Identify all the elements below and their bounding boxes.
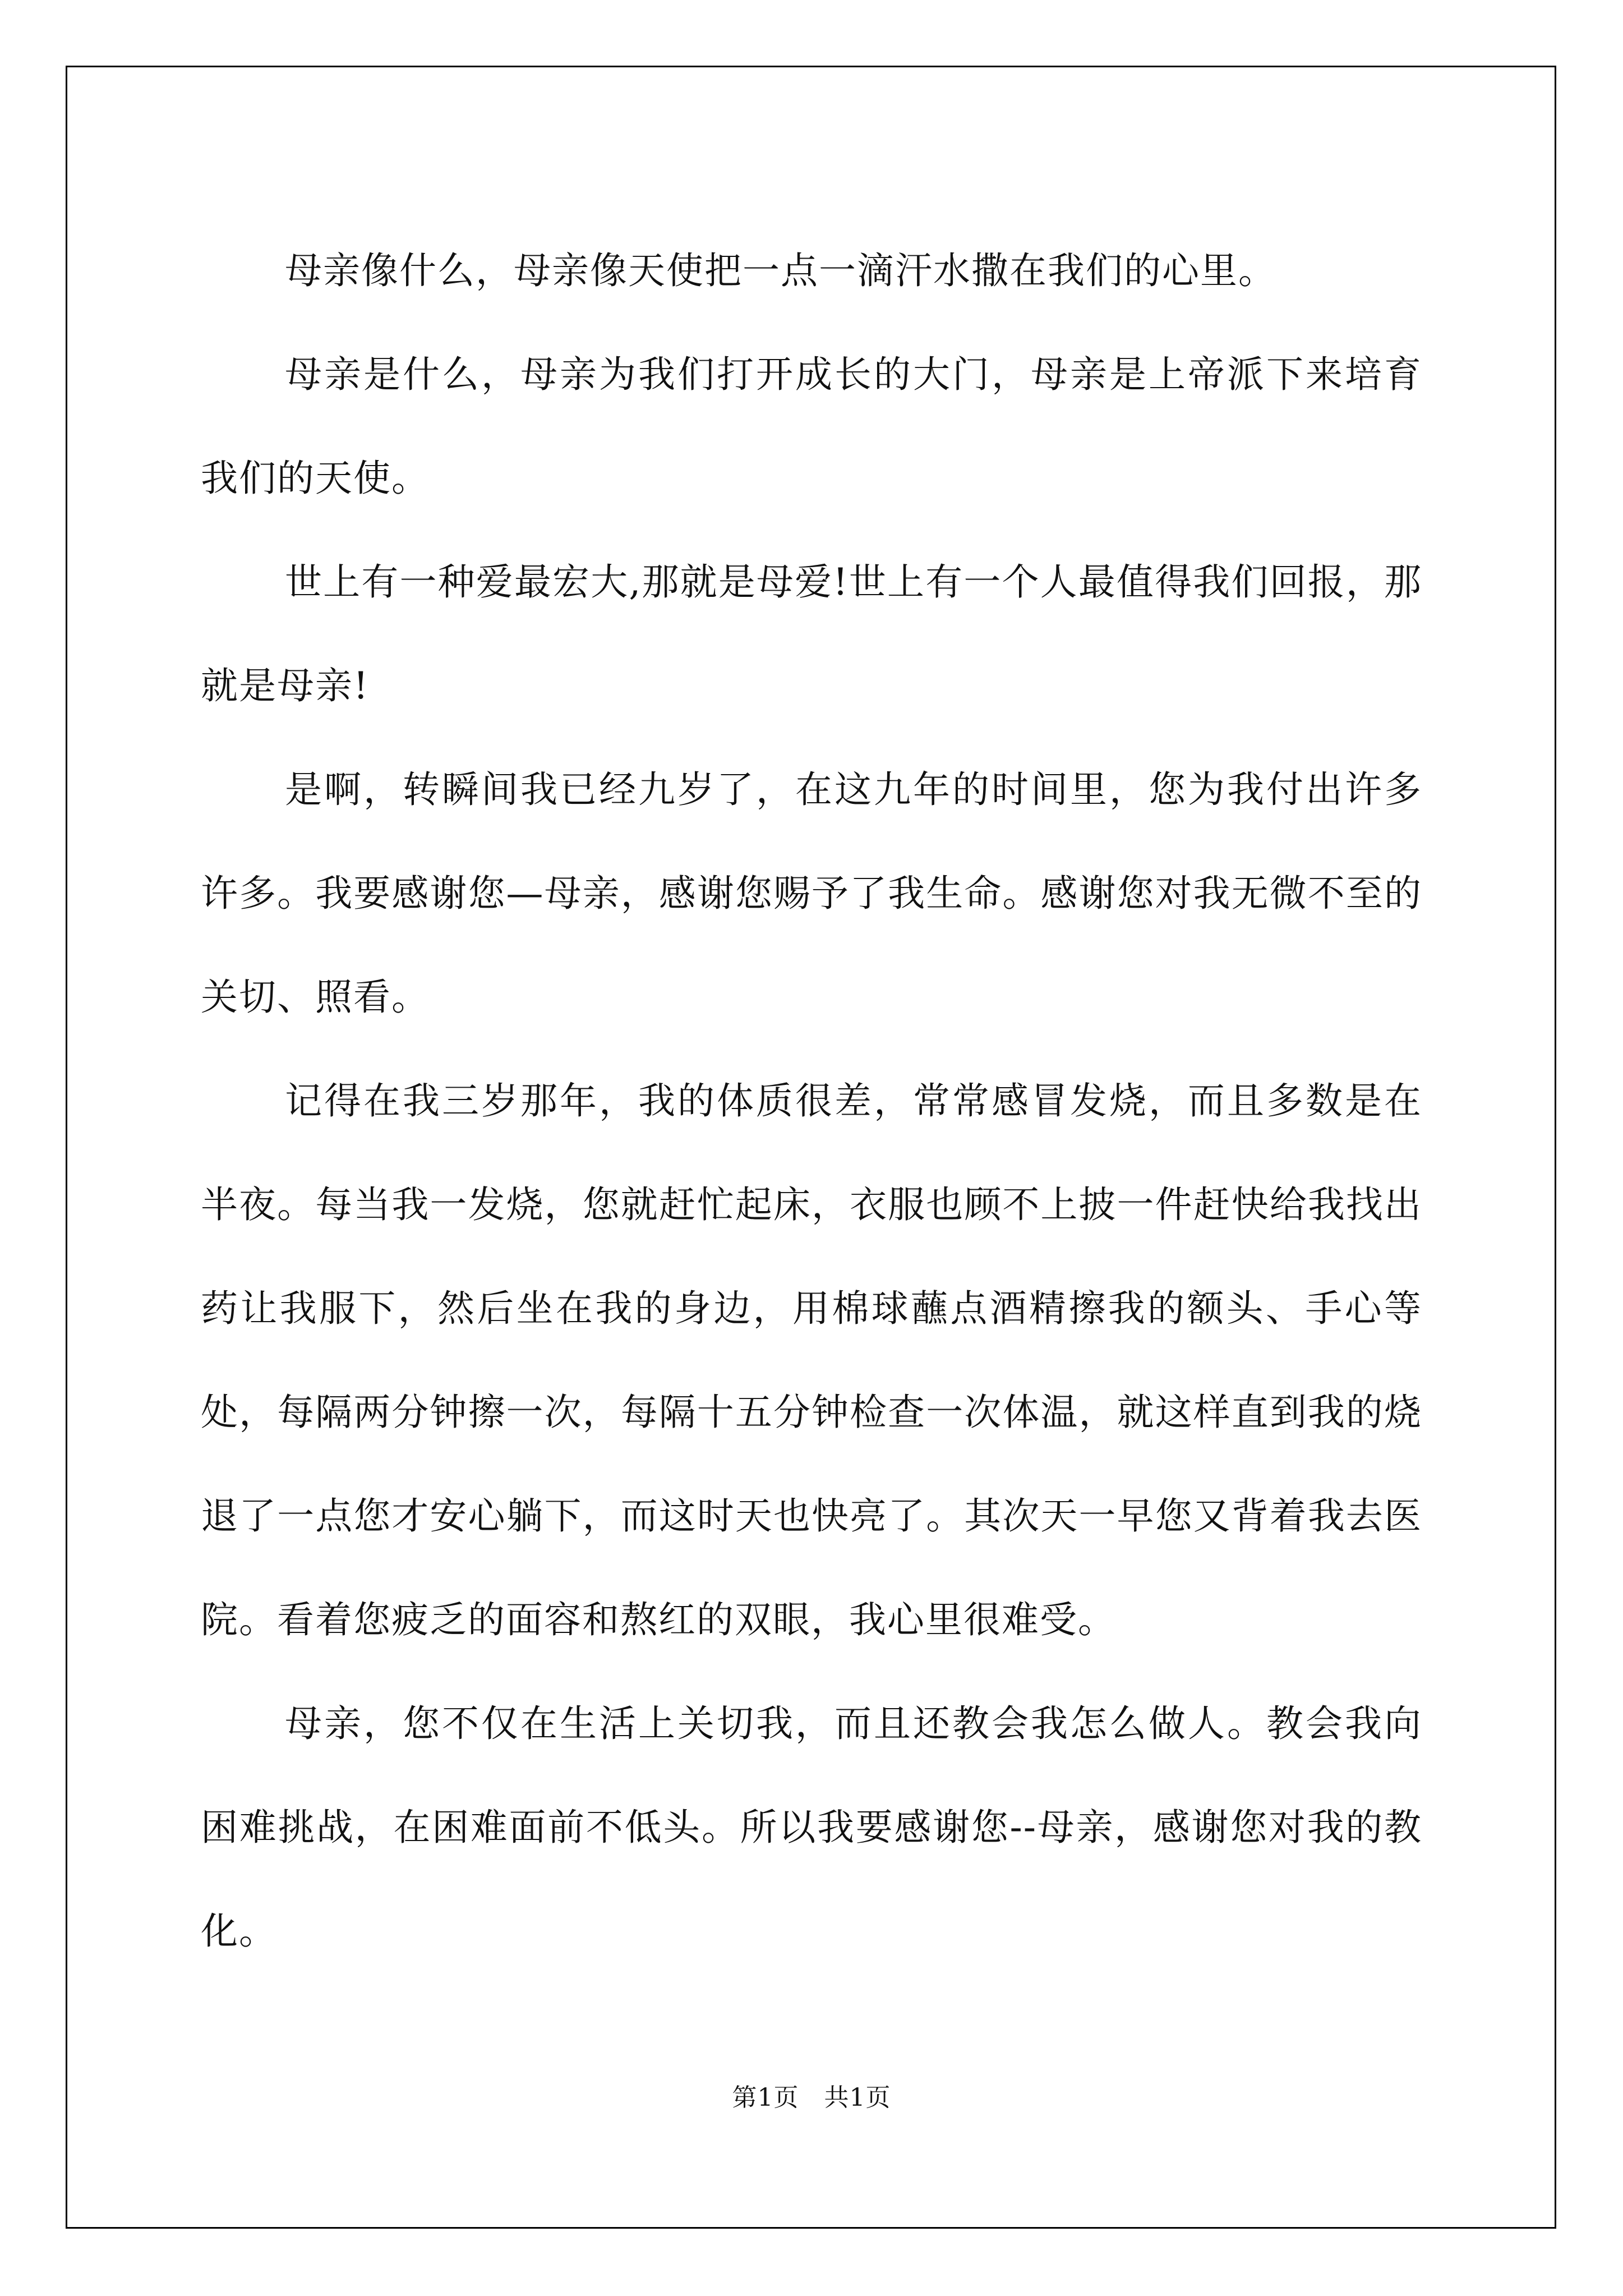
paragraph-3: 世上有一种爱最宏大,那就是母爱!世上有一个人最值得我们回报，那就是母亲! [201, 560, 1422, 707]
page-footer: 第1页 共1页 [732, 2083, 891, 2112]
paragraph-2: 母亲是什么，母亲为我们打开成长的大门，母亲是上帝派下来培育我们的天使。 [201, 353, 1422, 500]
paragraph-1: 母亲像什么，母亲像天使把一点一滴汗水撒在我们的心里。 [285, 249, 1276, 292]
paragraph-4: 是啊，转瞬间我已经九岁了，在这九年的时间里，您为我付出许多许多。我要感谢您—母亲，感谢您赐予了我生命。感谢您对我无微不至的关切、照看。 [201, 768, 1422, 1019]
paragraph-5: 记得在我三岁那年，我的体质很差，常常感冒发烧，而且多数是在半夜。每当我一发烧，您就赶忙起床，衣服也顾不上披一件赶快给我找出药让我服下，然后坐在我的身边，用棉球蘸点酒精擦我的额头、手心等处，每隔两分钟擦一次，每隔十五分钟检查一次体温，就这样直到我的烧退了一点您才安心躺下，而这时天也快亮了。其次天一早您又背着我去医院。看着您疲乏的面容和熬红的双眼，我心里很难受。 [201, 1079, 1422, 1641]
paragraph-6: 母亲，您不仅在生活上关切我，而且还教会我怎么做人。教会我向困难挑战，在困难面前不低头。所以我要感谢您--母亲，感谢您对我的教化。 [201, 1702, 1422, 1953]
document-body [201, 219, 1422, 1983]
